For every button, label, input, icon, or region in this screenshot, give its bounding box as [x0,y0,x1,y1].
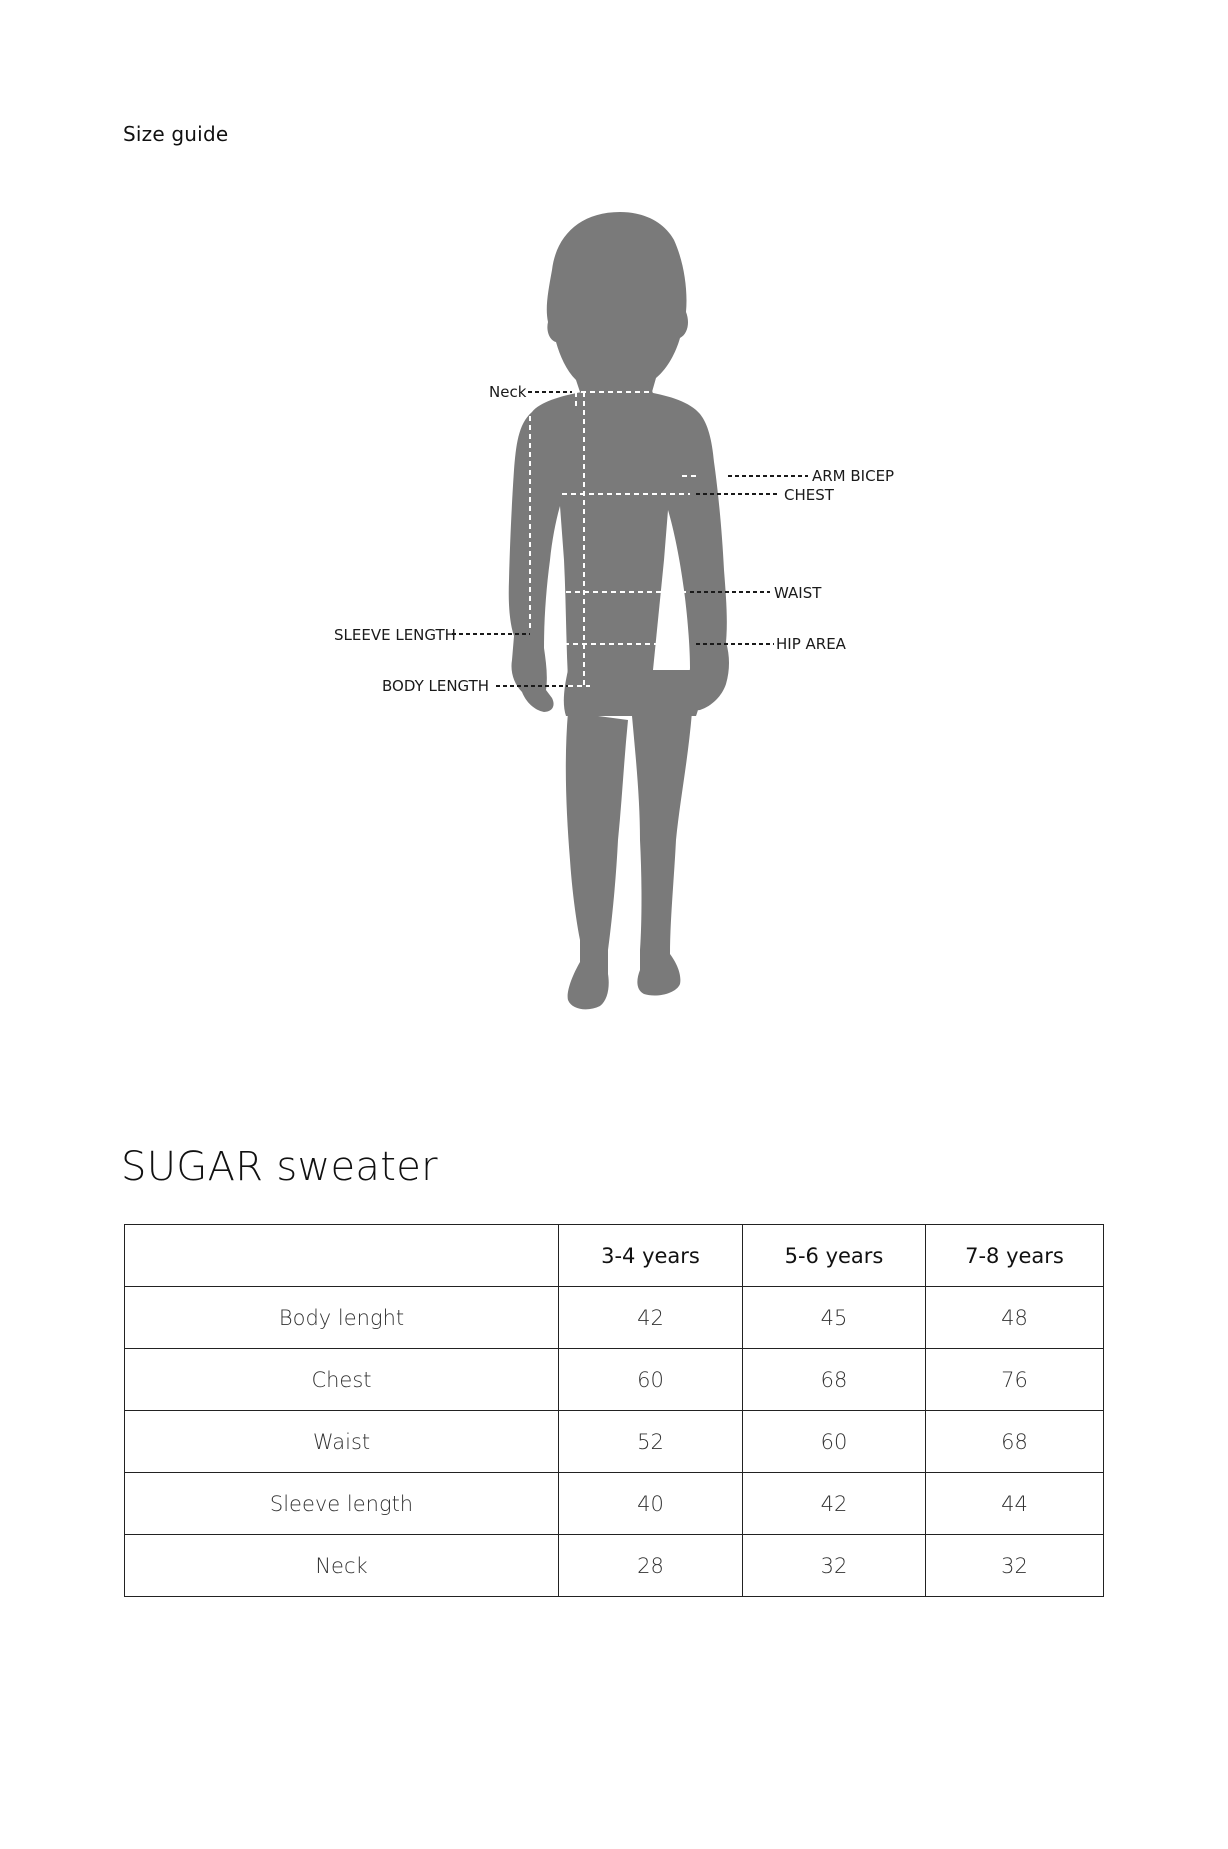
row-label: Chest [125,1349,559,1411]
table-cell: 32 [926,1535,1104,1597]
neck-label: Neck [489,383,527,401]
table-cell: 60 [559,1349,743,1411]
header-size-7-8: 7-8 years [926,1225,1104,1287]
table-cell: 40 [559,1473,743,1535]
table-cell: 68 [743,1349,926,1411]
row-label: Neck [125,1535,559,1597]
product-title: SUGAR sweater [121,1144,438,1190]
table-cell: 48 [926,1287,1104,1349]
table-cell: 42 [559,1287,743,1349]
table-cell: 28 [559,1535,743,1597]
table-cell: 68 [926,1411,1104,1473]
row-label: Body lenght [125,1287,559,1349]
table-row [125,1473,1104,1535]
table-row [125,1287,1104,1349]
silhouette-right-leg [632,712,692,996]
header-empty-cell [125,1225,559,1287]
table-cell: 45 [743,1287,926,1349]
table-row [125,1535,1104,1597]
table-cell: 44 [926,1473,1104,1535]
table-cell: 32 [743,1535,926,1597]
row-label: Waist [125,1411,559,1473]
size-table-header-row [125,1225,1104,1287]
silhouette-torso [509,392,729,712]
arm-bicep-label: ARM BICEP [812,467,895,485]
table-cell: 76 [926,1349,1104,1411]
chest-label: CHEST [784,486,834,504]
table-cell: 42 [743,1473,926,1535]
silhouette-head [547,212,688,392]
page-heading: Size guide [123,122,229,146]
row-label: Sleeve length [125,1473,559,1535]
header-size-3-4: 3-4 years [559,1225,743,1287]
table-cell: 60 [743,1411,926,1473]
table-cell: 52 [559,1411,743,1473]
silhouette-hips [564,670,701,716]
table-row [125,1411,1104,1473]
table-row [125,1349,1104,1411]
size-table [124,1224,1104,1597]
hip-area-label: HIP AREA [776,635,846,653]
child-silhouette [509,212,729,1009]
body-length-label: BODY LENGTH [382,677,490,695]
sleeve-length-label: SLEEVE LENGTH [334,626,456,644]
silhouette-left-leg [566,712,628,1009]
header-size-5-6: 5-6 years [743,1225,926,1287]
waist-label: WAIST [774,584,822,602]
